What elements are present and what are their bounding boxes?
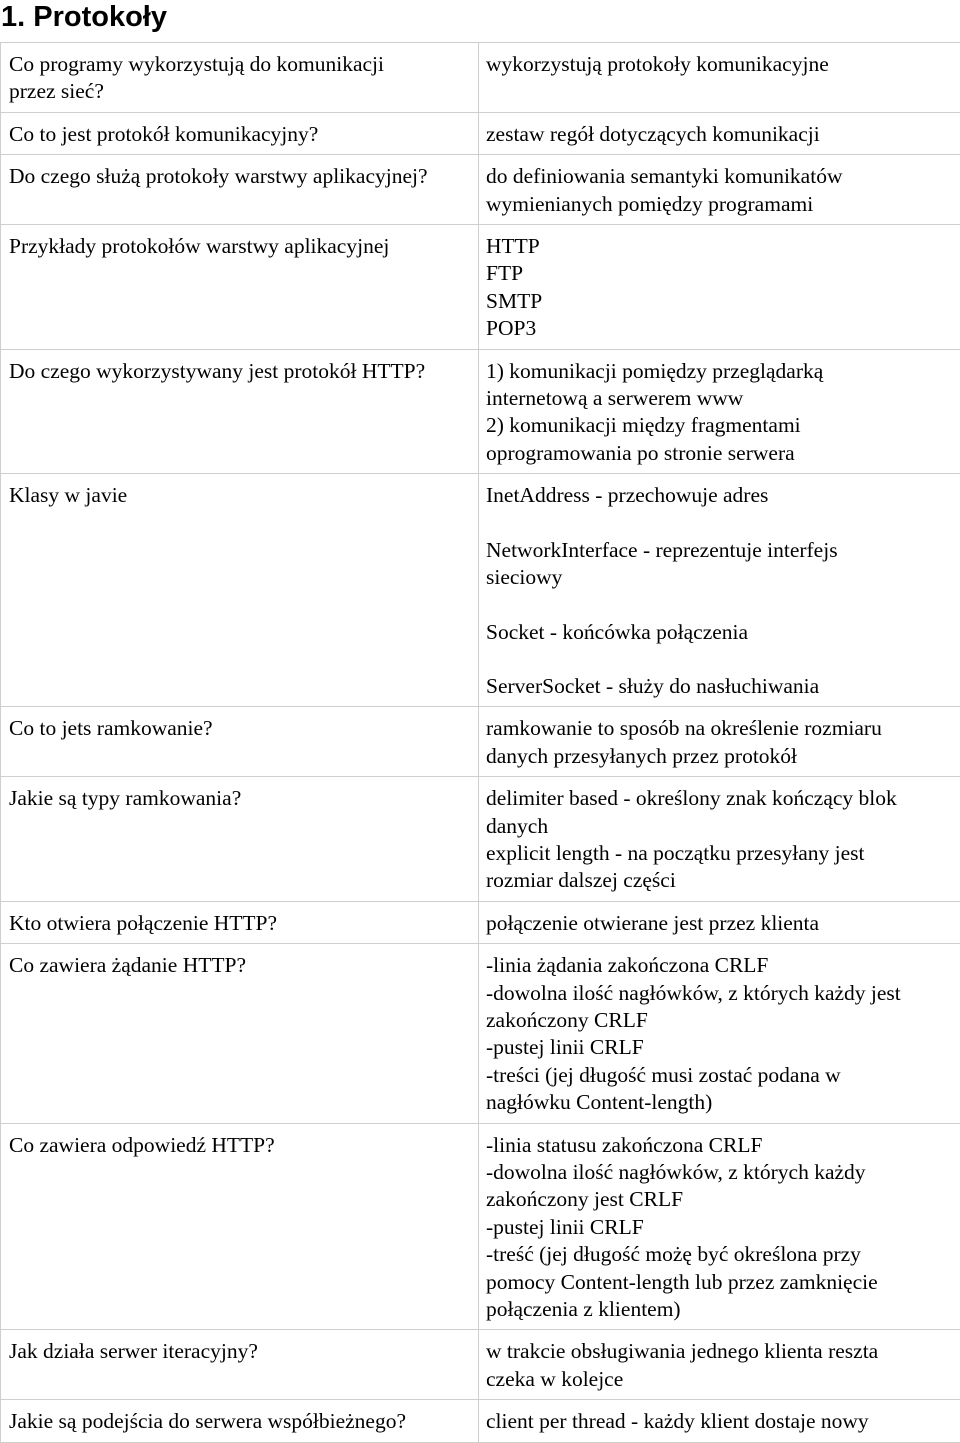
table-row xyxy=(1,43,960,113)
answer-cell xyxy=(479,225,960,350)
answer-text: NetworkInterface - reprezentuje interfejs xyxy=(486,537,954,564)
answer-text: połączenie otwierane jest przez klienta xyxy=(486,910,954,937)
table-row xyxy=(1,225,960,350)
answer-text: zakończony jest CRLF xyxy=(486,1186,954,1213)
answer-cell xyxy=(479,1330,960,1400)
answer-text: ramkowanie to sposób na określenie rozmiaru xyxy=(486,715,954,742)
question-text: Co programy wykorzystują do komunikacji xyxy=(9,51,472,78)
table-row xyxy=(1,474,960,707)
answer-text: -pustej linii CRLF xyxy=(486,1034,954,1061)
question-text: Co zawiera żądanie HTTP? xyxy=(9,952,472,979)
question-cell xyxy=(1,225,479,350)
answer-text: InetAddress - przechowuje adres xyxy=(486,482,954,509)
table-row xyxy=(1,112,960,154)
question-text: Przykłady protokołów warstwy aplikacyjnej xyxy=(9,233,472,260)
answer-cell xyxy=(479,1123,960,1330)
answer-cell xyxy=(479,901,960,943)
table-row xyxy=(1,155,960,225)
table-row xyxy=(1,777,960,902)
question-text: Klasy w javie xyxy=(9,482,472,509)
table-row xyxy=(1,1123,960,1330)
section-heading: 1. Protokoły xyxy=(0,0,960,36)
answer-text: wykorzystują protokoły komunikacyjne xyxy=(486,51,954,78)
question-cell xyxy=(1,1330,479,1400)
question-cell xyxy=(1,707,479,777)
question-cell xyxy=(1,1123,479,1330)
blank-line xyxy=(486,592,954,619)
question-cell xyxy=(1,155,479,225)
qa-table-body xyxy=(1,43,960,1443)
qa-table xyxy=(0,42,960,1443)
answer-text: czeka w kolejce xyxy=(486,1366,954,1393)
answer-text: sieciowy xyxy=(486,564,954,591)
answer-cell xyxy=(479,944,960,1123)
answer-text: rozmiar dalszej części xyxy=(486,867,954,894)
table-row xyxy=(1,944,960,1123)
answer-text: client per thread - każdy klient dostaje nowy xyxy=(486,1408,954,1435)
answer-text: HTTP xyxy=(486,233,954,260)
question-cell xyxy=(1,944,479,1123)
answer-text: oprogramowania po stronie serwera xyxy=(486,440,954,467)
answer-text: wymienianych pomiędzy programami xyxy=(486,191,954,218)
blank-line xyxy=(486,510,954,537)
answer-text: danych xyxy=(486,813,954,840)
question-cell xyxy=(1,901,479,943)
question-text: Jakie są podejścia do serwera współbieżnego? xyxy=(9,1408,472,1435)
table-row xyxy=(1,1400,960,1442)
answer-text: 2) komunikacji między fragmentami xyxy=(486,412,954,439)
answer-text: 1) komunikacji pomiędzy przeglądarką xyxy=(486,358,954,385)
answer-cell xyxy=(479,777,960,902)
question-cell xyxy=(1,1400,479,1442)
table-row xyxy=(1,349,960,474)
answer-text: -treść (jej długość możę być określona przy xyxy=(486,1241,954,1268)
answer-text: danych przesyłanych przez protokół xyxy=(486,743,954,770)
answer-text: -linia żądania zakończona CRLF xyxy=(486,952,954,979)
answer-text: POP3 xyxy=(486,315,954,342)
answer-text: zestaw regół dotyczących komunikacji xyxy=(486,121,954,148)
answer-cell xyxy=(479,474,960,707)
answer-text: FTP xyxy=(486,260,954,287)
answer-text: SMTP xyxy=(486,288,954,315)
question-text: Co to jest protokół komunikacyjny? xyxy=(9,121,472,148)
answer-text: -dowolna ilość nagłówków, z których każdy jest xyxy=(486,980,954,1007)
answer-text: nagłówku Content-length) xyxy=(486,1089,954,1116)
answer-cell xyxy=(479,43,960,113)
question-text: Do czego służą protokoły warstwy aplikacyjnej? xyxy=(9,163,472,190)
answer-cell xyxy=(479,707,960,777)
answer-text: Socket - końcówka połączenia xyxy=(486,619,954,646)
answer-text: -dowolna ilość nagłówków, z których każdy xyxy=(486,1159,954,1186)
table-row xyxy=(1,707,960,777)
answer-text: -pustej linii CRLF xyxy=(486,1214,954,1241)
answer-cell xyxy=(479,112,960,154)
answer-text: -treści (jej długość musi zostać podana w xyxy=(486,1062,954,1089)
question-text: przez sieć? xyxy=(9,78,472,105)
answer-text: zakończony CRLF xyxy=(486,1007,954,1034)
question-cell xyxy=(1,777,479,902)
answer-text: internetową a serwerem www xyxy=(486,385,954,412)
answer-cell xyxy=(479,349,960,474)
question-text: Co to jets ramkowanie? xyxy=(9,715,472,742)
answer-text: do definiowania semantyki komunikatów xyxy=(486,163,954,190)
blank-line xyxy=(486,646,954,673)
question-cell xyxy=(1,112,479,154)
question-cell xyxy=(1,43,479,113)
question-cell xyxy=(1,349,479,474)
question-text: Jak działa serwer iteracyjny? xyxy=(9,1338,472,1365)
question-text: Jakie są typy ramkowania? xyxy=(9,785,472,812)
answer-cell xyxy=(479,155,960,225)
answer-cell xyxy=(479,1400,960,1442)
answer-text: w trakcie obsługiwania jednego klienta reszta xyxy=(486,1338,954,1365)
question-cell xyxy=(1,474,479,707)
table-row xyxy=(1,901,960,943)
answer-text: ServerSocket - służy do nasłuchiwania xyxy=(486,673,954,700)
answer-text: -linia statusu zakończona CRLF xyxy=(486,1132,954,1159)
answer-text: delimiter based - określony znak kończący blok xyxy=(486,785,954,812)
question-text: Kto otwiera połączenie HTTP? xyxy=(9,910,472,937)
table-row xyxy=(1,1330,960,1400)
question-text: Do czego wykorzystywany jest protokół HTTP? xyxy=(9,358,472,385)
answer-text: połączenia z klientem) xyxy=(486,1296,954,1323)
answer-text: explicit length - na początku przesyłany jest xyxy=(486,840,954,867)
answer-text: pomocy Content-length lub przez zamknięcie xyxy=(486,1269,954,1296)
question-text: Co zawiera odpowiedź HTTP? xyxy=(9,1132,472,1159)
